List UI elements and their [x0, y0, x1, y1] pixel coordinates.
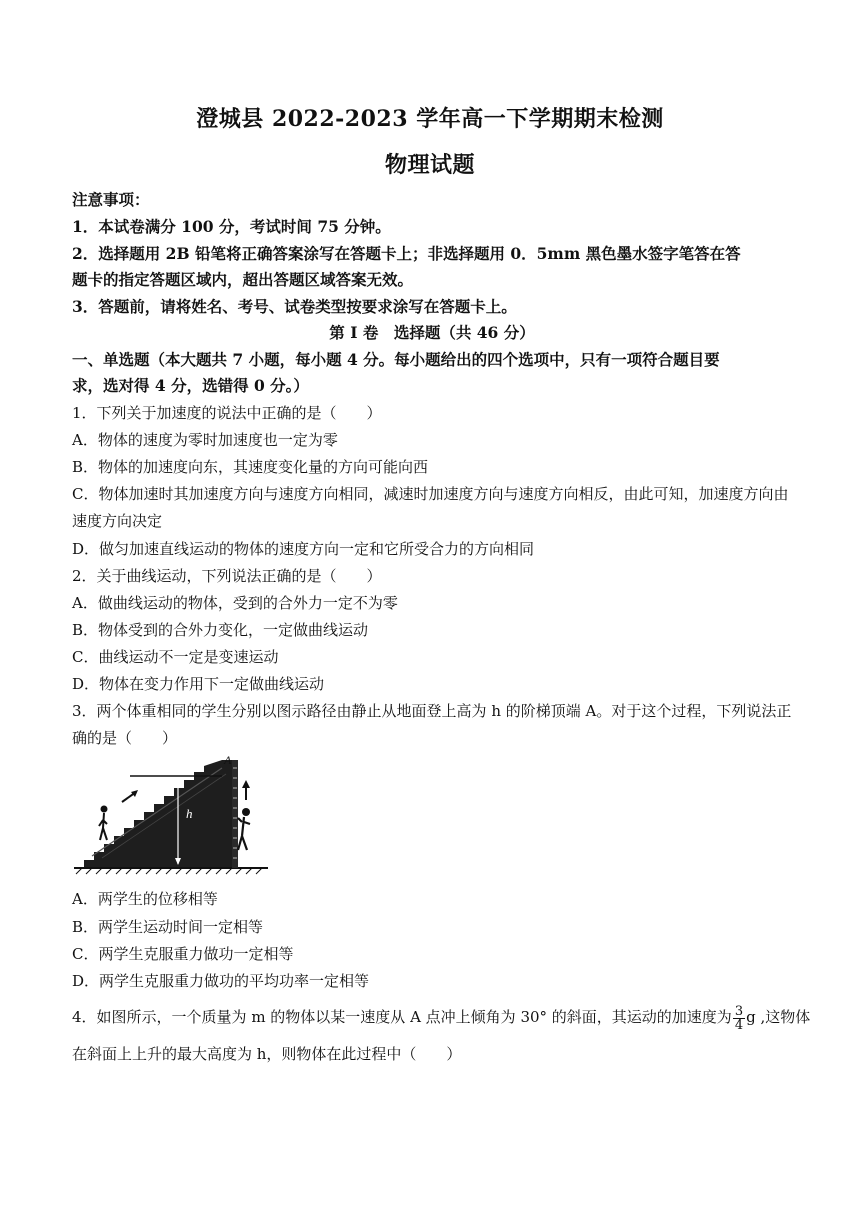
note-item-2: 2．选择题用 2B 铅笔将正确答案涂写在答题卡上；非选择题用 0．5mm 黑色墨水签字笔答在答 — [72, 244, 741, 263]
up-arrow-icon — [242, 780, 250, 800]
q1-option-b: B．物体的加速度向东，其速度变化量的方向可能向西 — [72, 458, 429, 476]
q2-option-a: A．做曲线运动的物体，受到的合外力一定不为零 — [72, 594, 398, 612]
q2-option-c: C．曲线运动不一定是变速运动 — [72, 648, 279, 666]
q1-option-c: C．物体加速时其加速度方向与速度方向相同，减速时加速度方向与速度方向相反，由此可知，加速度方向由 — [72, 485, 789, 503]
q4-stem-text-end: g ,这物体 — [746, 1008, 811, 1026]
section-title: 第 I 卷 选择题（共 46 分） — [329, 323, 535, 342]
part-heading-line1: 一、单选题（本大题共 7 小题，每小题 4 分。每小题给出的四个选项中，只有一项符合题目要 — [72, 350, 720, 369]
acceleration-fraction — [733, 1005, 745, 1032]
note-item-3: 3．答题前，请将姓名、考号、试卷类型按要求涂写在答题卡上。 — [72, 297, 517, 316]
exam-subtitle: 物理试题 — [384, 152, 475, 178]
part-heading-line2: 求，选对得 4 分，选错得 0 分。） — [72, 376, 309, 395]
q4-stem-text: 4．如图所示，一个质量为 m 的物体以某一速度从 A 点冲上倾角为 30° 的斜面，其运动的加速度为 — [72, 1008, 732, 1026]
q4-stem — [72, 1003, 811, 1033]
point-a-label: A — [224, 756, 232, 767]
note-item-2-cont: 题卡的指定答题区域内，超出答题区域答案无效。 — [72, 270, 414, 289]
q3-option-d: D．两学生克服重力做功的平均功率一定相等 — [72, 972, 370, 990]
note-item-1: 1．本试卷满分 100 分，考试时间 75 分钟。 — [72, 217, 391, 236]
q1-option-a: A．物体的速度为零时加速度也一定为零 — [72, 431, 338, 449]
staircase-figure — [72, 756, 272, 878]
fraction-denominator: 4 — [734, 1017, 744, 1033]
exam-title: 澄城县 2022-2023 学年高一下学期期末检测 — [196, 106, 664, 132]
q2-option-d: D．物体在变力作用下一定做曲线运动 — [72, 675, 325, 693]
q4-stem-cont: 在斜面上上升的最大高度为 h，则物体在此过程中（ ） — [72, 1045, 462, 1063]
q1-option-c-cont: 速度方向决定 — [72, 512, 163, 530]
student-climbing-icon — [238, 808, 250, 850]
q2-stem: 2．关于曲线运动，下列说法正确的是（ ） — [72, 567, 382, 585]
ladder-wall — [232, 760, 238, 868]
student-walking-icon — [99, 806, 108, 841]
notes-heading: 注意事项： — [72, 190, 150, 209]
q3-option-b: B．两学生运动时间一定相等 — [72, 918, 264, 936]
fraction-numerator: 3 — [734, 1003, 744, 1019]
q3-stem-cont: 确的是（ ） — [72, 729, 178, 747]
q3-option-a: A．两学生的位移相等 — [72, 890, 218, 908]
height-label: h — [186, 806, 193, 821]
q1-option-d: D．做匀加速直线运动的物体的速度方向一定和它所受合力的方向相同 — [72, 540, 535, 558]
ground-line — [74, 868, 268, 874]
q3-option-c: C．两学生克服重力做功一定相等 — [72, 945, 294, 963]
q3-stem: 3．两个体重相同的学生分别以图示路径由静止从地面登上高为 h 的阶梯顶端 A。对于这个过程，下列说法正 — [72, 702, 792, 720]
q1-stem: 1．下列关于加速度的说法中正确的是（ ） — [72, 404, 382, 422]
diagonal-arrow-icon — [122, 790, 138, 802]
q2-option-b: B．物体受到的合外力变化，一定做曲线运动 — [72, 621, 369, 639]
